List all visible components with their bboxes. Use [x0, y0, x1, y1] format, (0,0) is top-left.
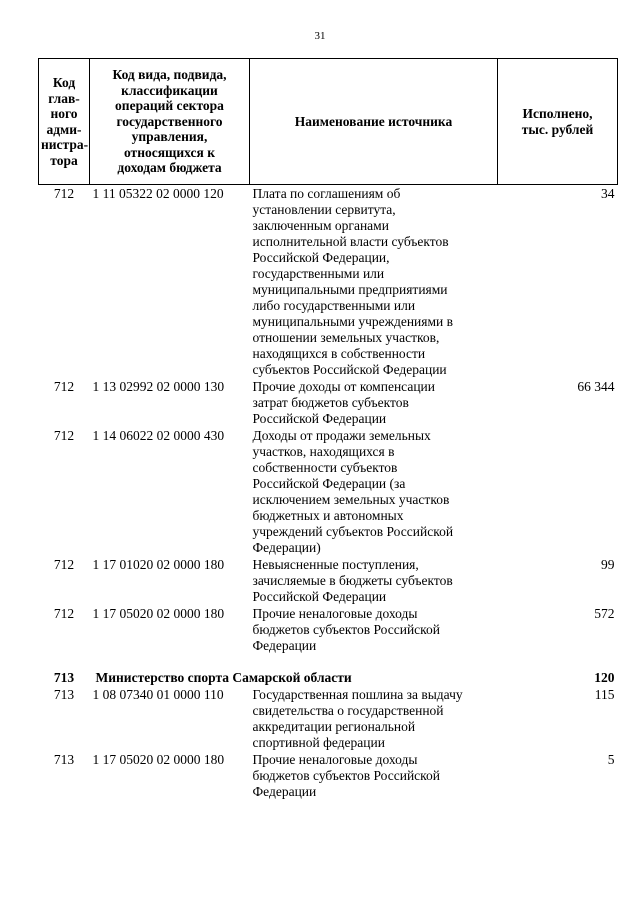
- source-name-cell: Доходы от продажи земельных участков, находящихся в собственности субъектов Российской Федерации (за исключением земельных участков бюджетных и автономных учреждений субъектов Российской Федерации): [252, 428, 454, 555]
- table-row: [39, 427, 618, 556]
- page-number: 31: [314, 30, 326, 42]
- classification-code-cell: 1 14 06022 02 0000 430: [92, 428, 225, 443]
- admin-code-cell: 713: [53, 687, 75, 702]
- admin-code-cell: 712: [53, 379, 75, 394]
- classification-code-cell: 1 17 05020 02 0000 180: [92, 606, 225, 621]
- header-source-name: Наименование источника: [250, 59, 498, 185]
- admin-code-cell: 713: [53, 752, 75, 767]
- admin-code-cell: 712: [53, 606, 75, 621]
- amount-cell: 99: [601, 557, 615, 572]
- classification-code-cell: 1 17 01020 02 0000 180: [92, 557, 225, 572]
- admin-code-cell: 712: [53, 557, 75, 572]
- table-row: [39, 378, 618, 427]
- table-body: [39, 185, 618, 801]
- admin-code-cell: 712: [53, 428, 75, 443]
- header-class-code: Код вида, подвида, классификации операций сектора государственного управления, относящихся к доходам бюджета: [90, 59, 250, 185]
- source-name-cell: Государственная пошлина за выдачу свидетельства о государственной аккредитации региональной спортивной федерации: [252, 687, 463, 750]
- table-row: [39, 686, 618, 751]
- header-admin-code: Код глав- ного адми- нистра- тора: [39, 59, 90, 185]
- table-row: [39, 605, 618, 654]
- source-name-cell: Невыясненные поступления, зачисляемые в бюджеты субъектов Российской Федерации: [252, 557, 453, 604]
- table-row: [39, 751, 618, 800]
- table-header: [39, 59, 618, 185]
- administrator-name-cell: Министерство спорта Самарской области: [95, 670, 352, 685]
- classification-code-cell: 1 17 05020 02 0000 180: [92, 752, 225, 767]
- source-name-cell: Прочие неналоговые доходы бюджетов субъектов Российской Федерации: [252, 606, 441, 653]
- admin-code-cell: 713: [53, 670, 75, 685]
- source-name-cell: Прочие неналоговые доходы бюджетов субъектов Российской Федерации: [252, 752, 441, 799]
- amount-cell: 5: [607, 752, 615, 767]
- table-row: [39, 556, 618, 605]
- amount-cell: 34: [601, 186, 615, 201]
- group-spacer: [39, 654, 618, 669]
- admin-code-cell: 712: [53, 186, 75, 201]
- classification-code-cell: 1 11 05322 02 0000 120: [92, 186, 224, 201]
- amount-cell: 66 344: [577, 379, 615, 394]
- table-row: [39, 185, 618, 379]
- classification-code-cell: 1 13 02992 02 0000 130: [92, 379, 225, 394]
- amount-cell: 572: [594, 606, 615, 621]
- budget-revenue-table: [38, 58, 618, 800]
- amount-cell: [498, 427, 618, 556]
- amount-cell: 115: [594, 687, 615, 702]
- amount-cell: 120: [594, 670, 615, 685]
- classification-code-cell: 1 08 07340 01 0000 110: [92, 687, 224, 702]
- source-name-cell: Плата по соглашениям об установлении сервитута, заключенным органами исполнительной власти субъектов Российской Федерации, государственными или муниципальными предприятиями либо государственными или муниципальными учреждениями в отношении земельных участков, находящихся в собственности субъектов Российской Федерации: [252, 186, 454, 377]
- source-name-cell: Прочие доходы от компенсации затрат бюджетов субъектов Российской Федерации: [252, 379, 435, 426]
- group-row: [39, 669, 618, 686]
- header-amount: Исполнено, тыс. рублей: [498, 59, 618, 185]
